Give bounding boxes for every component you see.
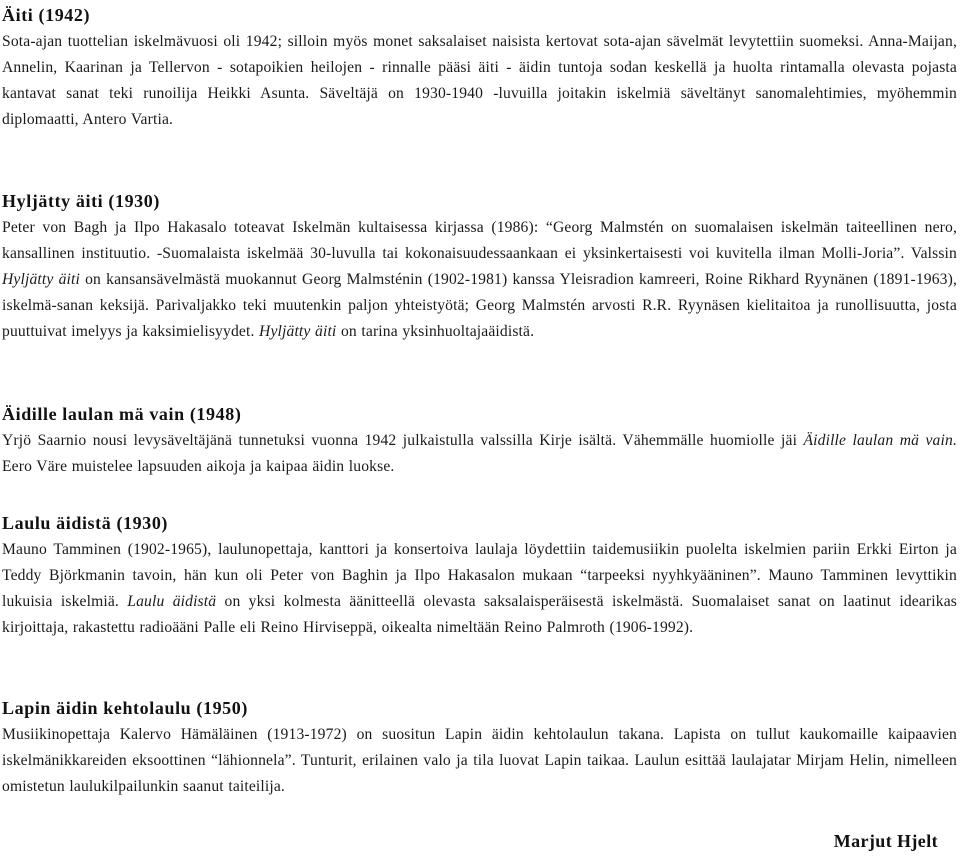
section-aiti	[2, 3, 957, 133]
paragraph-text: Yrjö Saarnio nousi levysäveltäjänä tunnetuksi vuonna 1942 julkaistulla valssilla Kirje isältä. Vähemmälle huomiolle jäi	[2, 432, 804, 449]
song-title: Hyljätty äiti	[2, 271, 80, 288]
section-heading: Lapin äidin kehtolaulu (1950)	[2, 698, 248, 718]
section-lapin-aidin-kehtolaulu	[2, 696, 957, 800]
song-title: Äidille laulan mä vain.	[803, 432, 957, 449]
section-heading: Laulu äidistä (1930)	[2, 513, 169, 533]
paragraph-text: Peter von Bagh ja Ilpo Hakasalo toteavat Iskelmän kultaisessa kirjassa (1986): “Georg Malmstén on suomalaisen iskelmän taiteellinen nero, kansallinen instituutio. -Suomalaista iskelmää 30-luvulla tai kokonaisuudessaankaan ei yksinkertaisesti voi kuvitella ilman Molli-Joria”. Valssin	[2, 219, 957, 262]
paragraph-text: on kansansävelmästä muokannut Georg Malmsténin (1902-1981) kanssa Yleisradion kamreeri, Roine Rikhard Ryynänen (1891-1963), iskelmä-sanan keksijä. Parivaljakko teki muutenkin paljon yhteistyötä; Georg Malmstén arvosti R.R. Ryynäsen kielitaitoa ja runollisuutta, josta puuttuivat imelyys ja kaksimielisyydet.	[2, 271, 957, 340]
paragraph-text: Eero Väre muistelee lapsuuden aikoja ja kaipaa äidin luokse.	[2, 458, 395, 475]
section-paragraph	[2, 428, 957, 480]
section-laulu-aidista	[2, 511, 957, 641]
section-heading: Äidille laulan mä vain (1948)	[2, 404, 242, 424]
paragraph-text: on yksi kolmesta äänitteellä olevasta saksalaisperäisestä iskelmästä. Suomalaiset sanat on laatinut idearikas kirjoittaja, rakastettu radioääni Palle eli Reino Hirviseppä, oikealta nimeltään Reino Palmroth (1906-1992).	[2, 593, 957, 636]
section-paragraph	[2, 537, 957, 641]
paragraph-text: on tarina yksinhuoltajaäidistä.	[336, 323, 535, 340]
section-paragraph	[2, 215, 957, 345]
paragraph-text: Mauno Tamminen (1902-1965), laulunopettaja, kanttori ja konsertoiva laulaja löydettiin taidemusiikin puolelta iskelmien pariin Erkki Eirton ja Teddy Björkmanin tavoin, hän kun oli Peter von Baghin ja Ilpo Hakasalon mukaan “tarpeeksi nyyhkyääninen”. Mauno Tamminen levyttikin lukuisia iskelmiä.	[2, 541, 957, 610]
section-paragraph	[2, 29, 957, 133]
author-signature: Marjut Hjelt	[833, 831, 938, 851]
paragraph-text: Musiikinopettaja Kalervo Hämäläinen (1913-1972) on suositun Lapin äidin kehtolaulun takana. Lapista on tullut kaukomaille kaipaavien iskelmänikkareiden eksoottinen “lähionnela”. Tunturit, erilainen valo ja tila luovat Lapin taikaa. Laulun esittää laulajatar Mirjam Helin, nimelleen omistetun laulukilpailunkin saanut taiteilija.	[2, 726, 957, 795]
section-aidille-laulan	[2, 402, 957, 480]
section-heading: Hyljätty äiti (1930)	[2, 191, 160, 211]
song-title: Laulu äidistä	[127, 593, 217, 610]
section-heading: Äiti (1942)	[2, 5, 91, 25]
section-hyljatty-aiti	[2, 189, 957, 345]
song-title: Hyljätty äiti	[259, 323, 337, 340]
section-paragraph	[2, 722, 957, 800]
paragraph-text: Sota-ajan tuottelian iskelmävuosi oli 1942; silloin myös monet saksalaiset naisista kertovat sota-ajan sävelmät levytettiin suomeksi. Anna-Maijan, Annelin, Kaarinan ja Tellervon - sotapoikien heilojen - rinnalle pääsi äiti - äidin tuntoja sodan keskellä ja huolta rintamalla olevasta pojasta kantavat sanat teki runoilija Heikki Asunta. Säveltäjä on 1930-1940 -luvuilla joitakin iskelmiä säveltänyt sanomalehtimies, myöhemmin diplomaatti, Antero Vartia.	[2, 33, 957, 128]
